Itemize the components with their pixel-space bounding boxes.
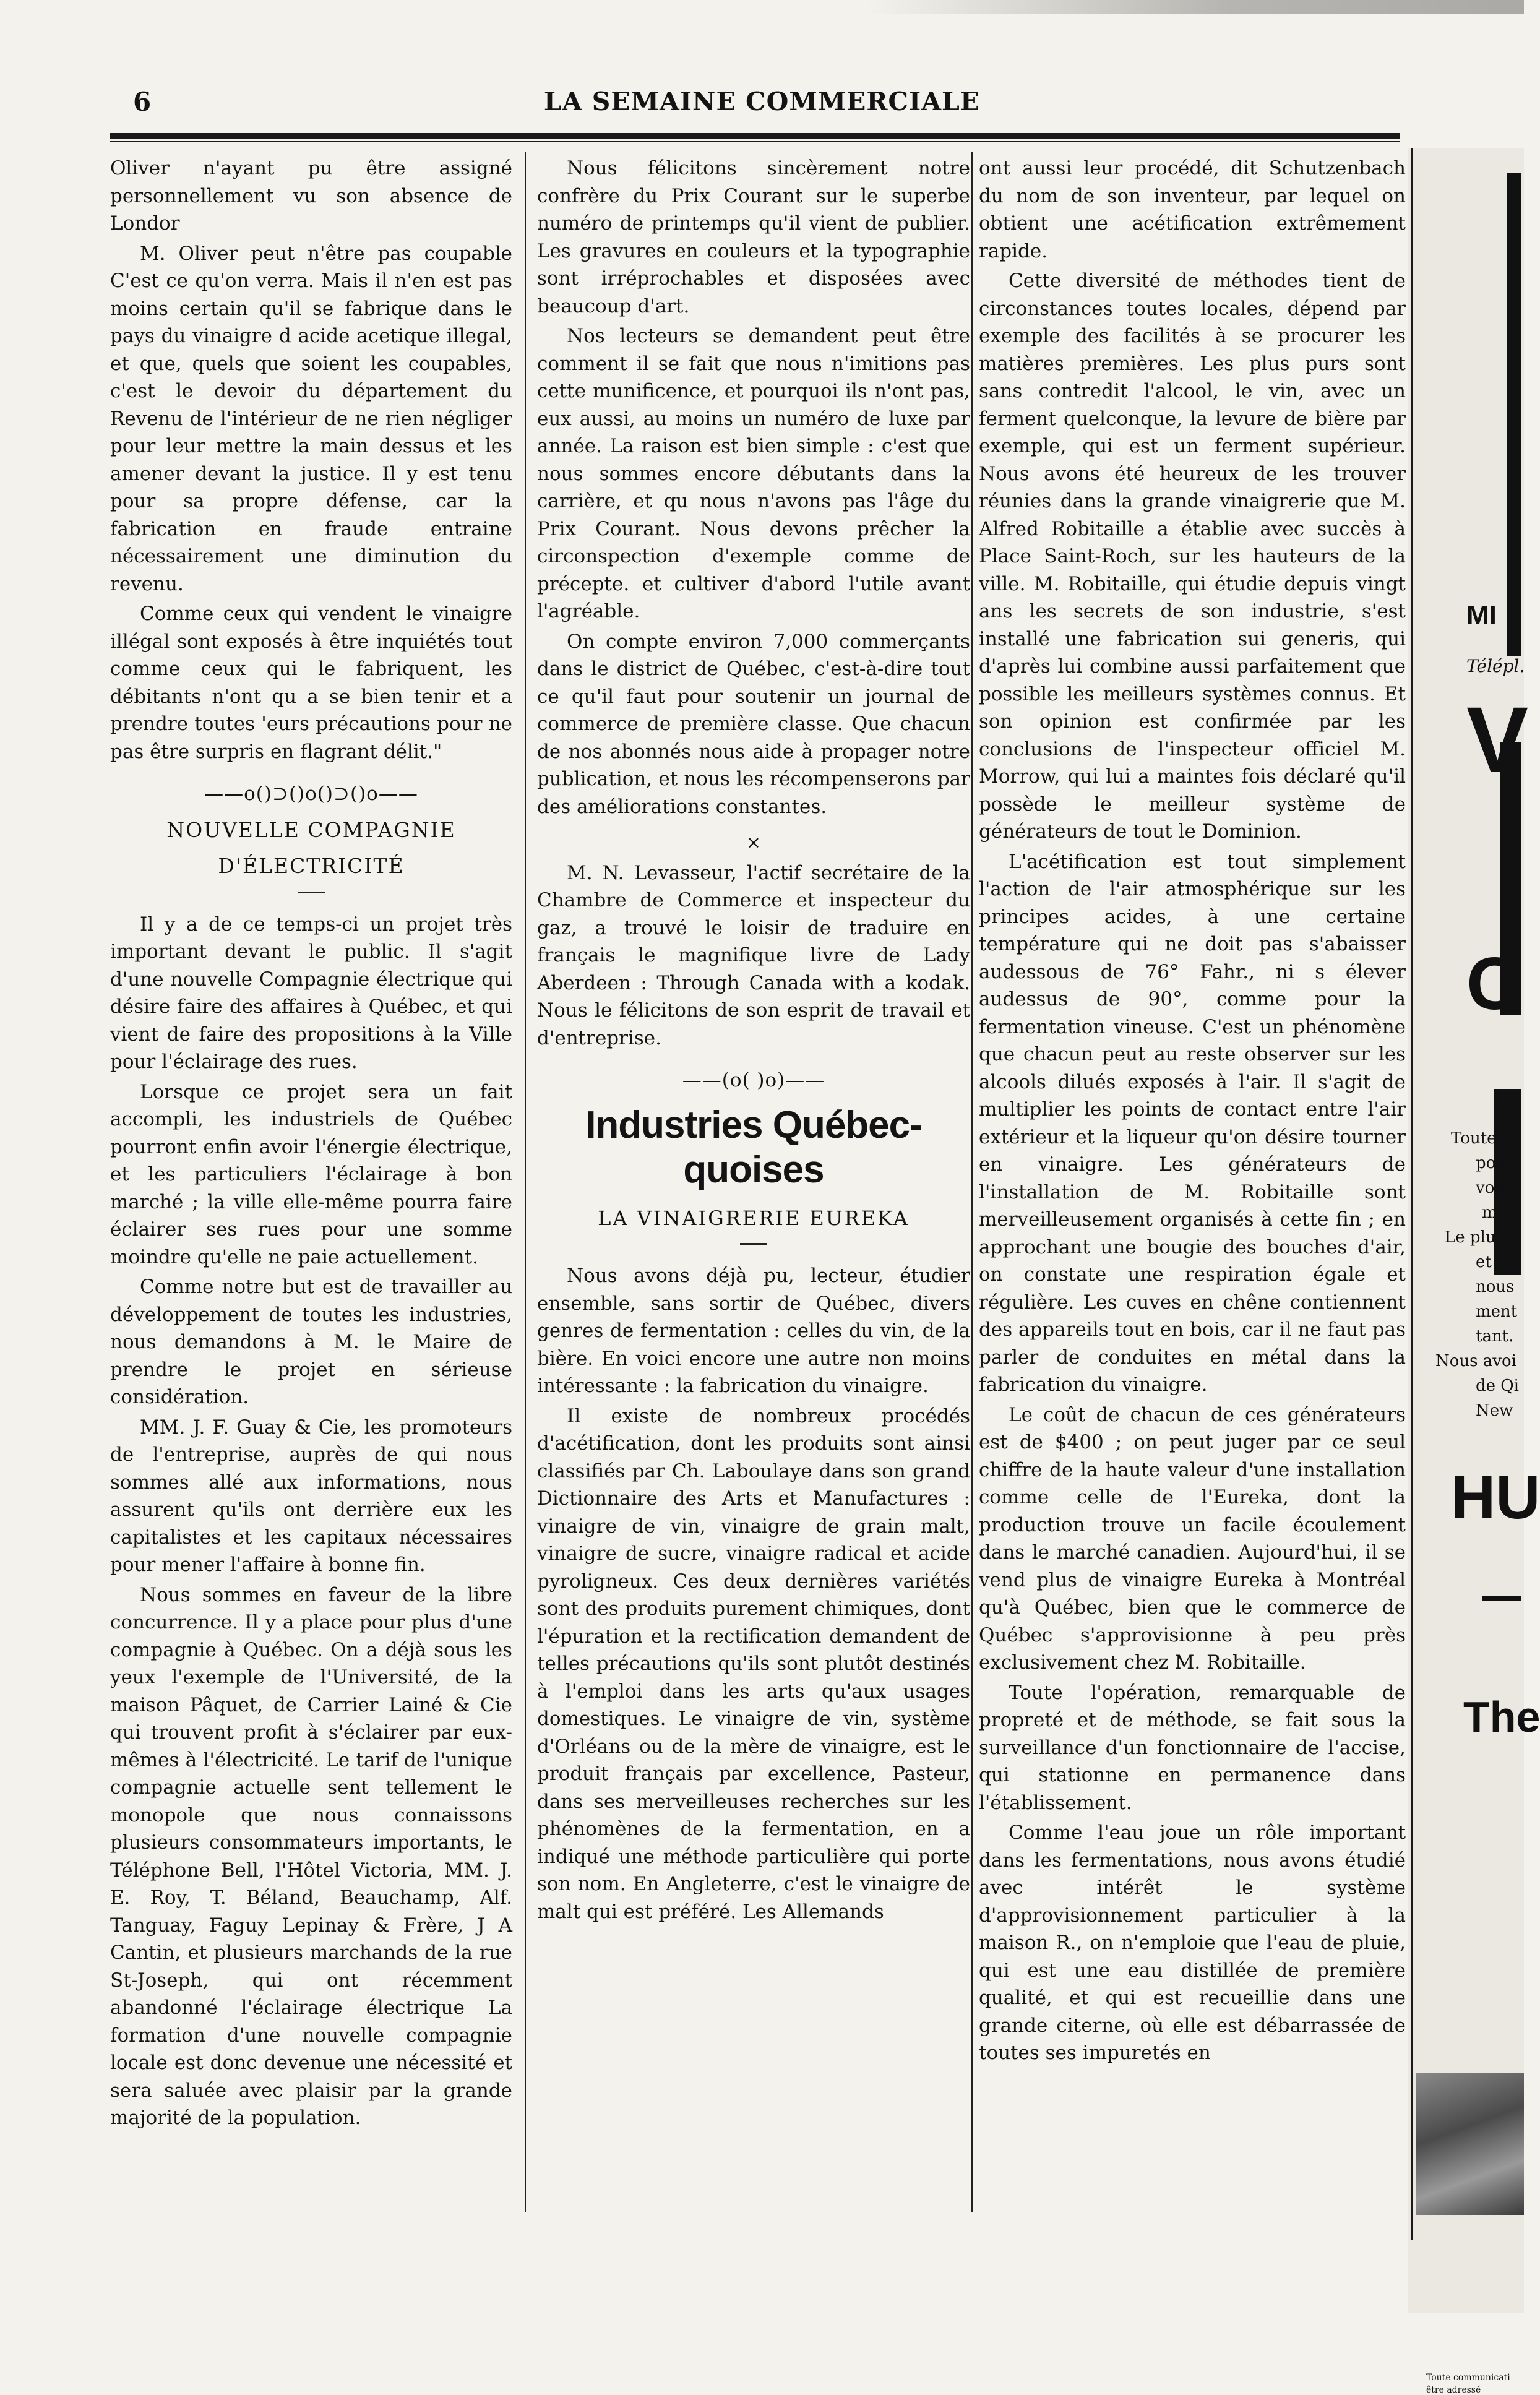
col3-paragraph-1: ont aussi leur procédé, dit Schutzenbach du nom de son inventeur, par lequel on obtient une acétification extrêmement rapide.	[979, 157, 1406, 262]
short-rule	[298, 892, 325, 893]
strip-text-voir: voir	[1476, 1179, 1508, 1197]
strip-text-etre: être adressé	[1426, 2385, 1481, 2395]
column-divider-2	[971, 152, 973, 2212]
strip-text-the: The	[1463, 1693, 1540, 1741]
col1-paragraph-7: MM. J. F. Guay & Cie, les promoteurs de l'entreprise, auprès de qui nous sommes allé aux informations, nous assurent qu'ils ont derrière eux les capitalistes et les capitaux nécessaires pour mener l'affaire à bonne fin.	[110, 1416, 512, 1576]
adjacent-page-strip	[1408, 148, 1540, 2395]
header-rule-thin	[110, 141, 1400, 142]
col1-paragraph-5: Lorsque ce projet sera un fait accompli, les industriels de Québec pourront enfin avoir l'énergie électrique, et les particuliers l'éclairage à bon marché ; la ville elle-même pourra faire éclairer ses rues pour une somme moindre qu'elle ne paie actuellement.	[110, 1080, 512, 1268]
strip-text-ment: ment	[1476, 1302, 1518, 1321]
strip-text-mer: mer	[1482, 1203, 1515, 1222]
col3-paragraph-4: Le coût de chacun de ces générateurs est de $400 ; on peut juger par ce seul chiffre de la haute valeur d'une installation comme celle de l'Eureka, dont la production trouve un facile écoulement dans le marché canadien. Aujourd'hui, il se vend plus de vinaigre Eureka à Montréal qu'à Québec, bien que le commerce de Québec s'approvisionne à peu près exclusivement chez M. Robitaille.	[979, 1403, 1406, 1674]
col3-paragraph-6: Comme l'eau joue un rôle important dans les fermentations, nous avons étudié avec intérêt le système d'approvisionnement particulier à la maison R., on n'emploie que l'eau de pluie, qui est une eau distillée de première qualité, et qui est recueillie dans une grande citerne, où elle est débarrassée de toutes ses impuretés en	[979, 1821, 1406, 2064]
col2-paragraph-3: On compte environ 7,000 commerçants dans le district de Québec, c'est-à-dire tout ce qu'il faut pour soutenir un journal de commerce de première classe. Que chacun de nos abonnés nous aide à propager notre publication, et nous les récompenserons par des améliorations constantes.	[537, 630, 970, 818]
col1-paragraph-4: Il y a de ce temps-ci un projet très important devant le public. Il s'agit d'une nouvelle Compagnie électrique qui désire faire des affaires à Québec, et qui vient de faire des propositions à la Ville pour l'éclairage des rues.	[110, 913, 512, 1073]
column-divider-1	[525, 152, 526, 2212]
strip-text-mi: MI	[1466, 600, 1497, 630]
strip-text-tant: tant.	[1476, 1327, 1514, 1346]
strip-text-et-h: et H	[1476, 1253, 1511, 1271]
strip-text-telep: Télépl.	[1466, 656, 1525, 676]
strip-text-toute: Toute nc	[1451, 1129, 1521, 1148]
headline-line-2: quoises	[683, 1148, 824, 1191]
col1-paragraph-8: Nous sommes en faveur de la libre concurrence. Il y a place pour plus d'une compagnie à Québec. On a déjà sous les yeux l'exemple de l'Université, de la maison Pâquet, de Carrier Lainé & Cie qui trouvent profit à s'éclairer par eux-mêmes à l'électricité. Le tarif de l'unique compagnie actuelle sent tellement le monopole que nous connaissons plusieurs consommateurs importants, le Téléphone Bell, l'Hôtel Victoria, MM. J. E. Roy, T. Béland, Beauchamp, Alf. Tanguay, Faguy Lepinay & Frère, J A Cantin, et plusieurs marchands de la rue St-Joseph, qui ont récemment abandonné l'éclairage électrique La formation d'une nouvelle compagnie locale est donc devenue une nécessité et sera saluée avec plaisir par la grande majorité de la population.	[110, 1583, 512, 2129]
masthead-title: LA SEMAINE COMMERCIALE	[543, 87, 981, 116]
column-3	[979, 155, 1406, 2209]
col3-paragraph-5: Toute l'opération, remarquable de propreté et de méthode, se fait sous la surveillance d'un fonctionnaire de l'accise, qui stationne en permanence dans l'établissement.	[979, 1681, 1406, 1814]
ornament-divider: ——o()⊃()o()⊃()o——	[204, 783, 418, 805]
strip-text-v: V	[1466, 687, 1529, 791]
page-number: 6	[133, 87, 152, 117]
col2-paragraph-4: M. N. Levasseur, l'actif secrétaire de la Chambre de Commerce et inspecteur du gaz, a trouvé le loisir de traduire en français le magnifique livre de Lady Aberdeen : Through Canada with a kodak. Nous le félicitons de son esprit de travail et d'entreprise.	[537, 861, 970, 1049]
article-headline	[537, 1103, 970, 1192]
header-rule-thick	[110, 133, 1400, 139]
col3-paragraph-3: L'acétification est tout simplement l'action de l'air atmosphérique sur les principes acides, à une certaine température qui ne doit pas s'abaisser audessous de 76° Fahr., ni s élever audessus de 90°, comme pour la fermentation vineuse. C'est un phénomène que chacun peut au reste observer sur les alcools dilués exposés à l'air. Il s'agit de multiplier les points de contact entre l'air extérieur et la liqueur qu'on désire tourner en vinaigre. Les générateurs de l'installation de M. Robitaille sont merveilleusement organisés à cette fin ; en approchant une bougie des bouches d'air, on constate une respiration égale et régulière. Les cuves en chêne contiennent des appareils tout en bois, car il ne faut pas parler de conduites en métal dans la fabrication du vinaigre.	[979, 850, 1406, 1396]
ornament-divider-2: ——(o( )o)——	[682, 1069, 825, 1091]
column-1	[110, 155, 512, 2209]
strip-text-le-plus: Le plus l	[1445, 1228, 1515, 1247]
strip-text-c: C	[1466, 942, 1520, 1025]
short-rule-2	[740, 1243, 767, 1245]
strip-text-poui: poui	[1476, 1154, 1512, 1172]
edge-bar	[1482, 1596, 1521, 1601]
col3-paragraph-2: Cette diversité de méthodes tient de circonstances toutes locales, dépend par exemple des facilités à se procurer les matières premières. Les plus purs sont sans contredit l'alcool, le vin, avec un ferment quelconque, la levure de bière par exemple, qui est un ferment supérieur. Nous avons été heureux de les trouver réunies dans la grande vinaigrerie que M. Alfred Robitaille a établie avec succès à Place Saint-Roch, sur les hauteurs de la ville. M. Robitaille, qui étudie depuis vingt ans les secrets de son industrie, s'est installé une fabrication sui generis, qui d'après lui combine aussi parfaitement que possible les meilleurs systèmes connus. Et son opinion est confirmée par les conclusions de l'inspecteur officiel M. Morrow, qui lui a maintes fois déclaré qu'il possède le meilleur système de générateurs de tout le Dominion.	[979, 270, 1406, 843]
col1-paragraph-2: M. Oliver peut n'être pas coupable C'est ce qu'on verra. Mais il n'en est pas moins certain qu'il se fabrique dans le pays du vinaigre d acide acetique illegal, et que, quels que soient les coupables, c'est le devoir du département du Revenu de l'intérieur de ne rien négliger pour leur mettre la main dessus et les amener devant la justice. Il y est tenu pour sa propre défense, car la fabrication en fraude entraine nécessairement une diminution du revenu.	[110, 242, 512, 595]
strip-text-commun: Toute communicati	[1426, 2373, 1510, 2383]
col1-paragraph-3: Comme ceux qui vendent le vinaigre illégal sont exposés à être inquiétés tout comme ceux qui le fabriquent, les débitants n'ont qu a se bien tenir et a prendre toutes 'eurs précautions pour ne pas être surpris en flagrant délit."	[110, 603, 512, 763]
col2-paragraph-2: Nos lecteurs se demandent peut être comment il se fait que nous n'imitions pas cette munificence, et pourquoi ils n'ont pas, eux aussi, au moins un numéro de luxe par année. La raison est bien simple : c'est que nous sommes encore débutants dans la carrière, et qu nous n'avons pas l'âge du Prix Courant. Nous devons prêcher la circonspection d'exemple comme de précepte. et cultiver d'abord l'utile avant l'agréable.	[537, 325, 970, 622]
section-title-line-2: D'ÉLECTRICITÉ	[218, 854, 405, 878]
article-subhead: LA VINAIGRERIE EUREKA	[598, 1206, 910, 1230]
harbour-photo-fragment	[1416, 2073, 1524, 2215]
col2-paragraph-5: Nous avons déjà pu, lecteur, étudier ensemble, sans sortir de Québec, divers genres de fermentation : celles du vin, de la bière. En voici encore une autre non moins intéressante : la fabrication du vinaigre.	[537, 1265, 970, 1397]
strip-border-rule	[1411, 148, 1413, 2240]
separator-mark: ×	[746, 832, 761, 853]
col1-paragraph-6: Comme notre but est de travailler au développement de toutes les industries, nous demandons à M. le Maire de prendre le projet en sérieuse considération.	[110, 1276, 512, 1408]
strip-text-new: New	[1476, 1401, 1513, 1420]
col2-paragraph-6: Il existe de nombreux procédés d'acétification, dont les produits sont ainsi classifiés par Ch. Laboulaye dans son grand Dictionnaire des Arts et Manufactures : vinaigre de vin, vinaigre de grain malt, vinaigre de sucre, vinaigre radical et acide pyroligneux. Ces deux dernières variétés sont des produits purement chimiques, dont l'épuration et la rectification demandent de telles précautions qu'ils sont plutôt destinés à l'emploi dans les arts qu'aux usages domestiques. Le vinaigre de vin, système d'Orléans ou de la mère de vinaigre, est le produit français par excellence, Pasteur, dans ses merveilleuses recherches sur les phénomènes de la fermentation, en a indiqué une méthode particulière qui porte son nom. En Angleterre, c'est le vinaigre de malt qui est préféré. Les Allemands	[537, 1404, 970, 1923]
section-title-line-1: NOUVELLE COMPAGNIE	[166, 817, 456, 842]
col1-paragraph-1: Oliver n'ayant pu être assigné personnellement vu son absence de Londor	[110, 157, 512, 234]
edge-bar	[1507, 173, 1521, 656]
strip-text-nous: nous	[1476, 1278, 1515, 1296]
strip-text-nous-av: Nous avoi	[1435, 1352, 1516, 1370]
headline-line-1: Industries Québec-	[585, 1103, 922, 1146]
column-2	[537, 155, 970, 2209]
strip-text-de-q: de Qi	[1476, 1377, 1519, 1395]
page-header	[0, 0, 1524, 133]
strip-text-hu: HU	[1451, 1463, 1540, 1532]
col2-paragraph-1: Nous félicitons sincèrement notre confrère du Prix Courant sur le superbe numéro de printemps qu'il vient de publier. Les gravures en couleurs et la typographie sont irréprochables et disposées avec beaucoup d'art.	[537, 157, 970, 317]
